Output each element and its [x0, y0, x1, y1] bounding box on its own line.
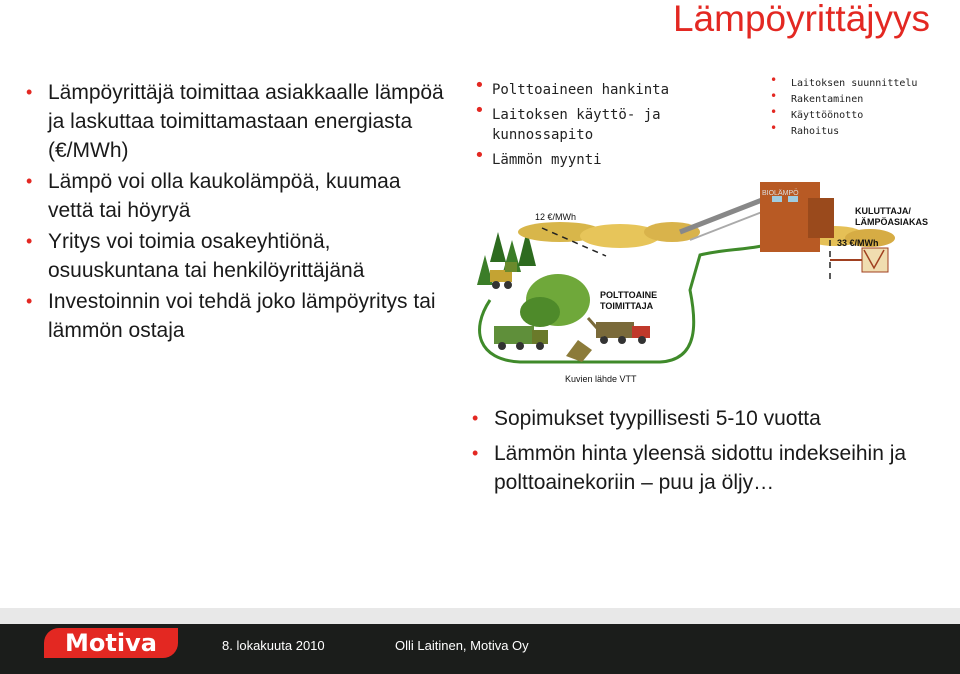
branch-pile — [520, 297, 560, 327]
list-item: • Yritys voi toimia osakeyhtiönä, osuuskuntana tai henkilöyrittäjänä — [26, 227, 446, 285]
list-item: • Lämpö voi olla kaukolämpöä, kuumaa vettä tai höyryä — [26, 167, 446, 225]
footer-date: 8. lokakuuta 2010 — [222, 638, 325, 653]
bullet-dot-icon: • — [770, 121, 778, 135]
chipper-truck-icon — [566, 318, 650, 362]
list-item: • Rakentaminen — [770, 89, 864, 105]
bullet-dot-icon: • — [472, 443, 479, 463]
list-item: • Lämmön hinta yleensä sidottu indekseihin ja polttoainekoriin – puu ja öljy… — [472, 439, 942, 497]
list-item: • Investoinnin voi tehdä joko lämpöyritys tai lämmön ostaja — [26, 287, 446, 345]
list-item: • Rahoitus — [770, 121, 840, 137]
bullet-dot-icon: • — [770, 89, 778, 103]
footer-band — [0, 608, 960, 624]
bullet-dot-icon: • — [474, 100, 485, 121]
bullet-dot-icon: • — [26, 171, 33, 191]
bullet-dot-icon: • — [770, 105, 778, 119]
motiva-logo: Motiva — [44, 628, 178, 658]
bottom-bullet-list — [472, 404, 942, 503]
bullet-dot-icon: • — [770, 73, 778, 87]
slide-title: Lämpöyrittäjyys — [672, 0, 930, 39]
list-item: • Laitoksen käyttö- ja kunnossapito — [474, 100, 661, 143]
bullet-dot-icon: • — [474, 145, 485, 166]
price-in-label: 12 €/MWh — [535, 212, 577, 222]
list-item: • Käyttöönotto — [770, 105, 864, 121]
image-source-caption: Kuvien lähde VTT — [565, 374, 637, 384]
supplier-label: POLTTOAINE TOIMITTAJA — [600, 290, 658, 311]
forwarder-icon — [494, 326, 548, 350]
list-item: • Laitoksen suunnittelu — [770, 73, 918, 89]
price-out-label: 33 €/MWh — [837, 238, 879, 248]
customer-label: KULUTTAJA/ LÄMPÖASIAKAS — [855, 206, 929, 227]
list-item: • Polttoaineen hankinta — [474, 75, 670, 98]
plant-label: BIOLÄMPÖ — [762, 190, 799, 197]
bullet-dot-icon: • — [26, 231, 33, 251]
list-item: • Lämmön myynti — [474, 145, 602, 168]
list-item: • Sopimukset tyypillisesti 5-10 vuotta — [472, 404, 942, 433]
harvester-icon — [490, 262, 517, 289]
customer-house-icon — [830, 248, 888, 272]
bullet-dot-icon: • — [26, 291, 33, 311]
bullet-dot-icon: • — [472, 408, 479, 428]
footer-author: Olli Laitinen, Motiva Oy — [395, 638, 529, 653]
list-item: • Lämpöyrittäjä toimittaa asiakkaalle lämpöä ja laskuttaa toimittamastaan energiasta (€/MWh) — [26, 78, 446, 165]
bullet-dot-icon: • — [474, 75, 485, 96]
bullet-dot-icon: • — [26, 82, 33, 102]
